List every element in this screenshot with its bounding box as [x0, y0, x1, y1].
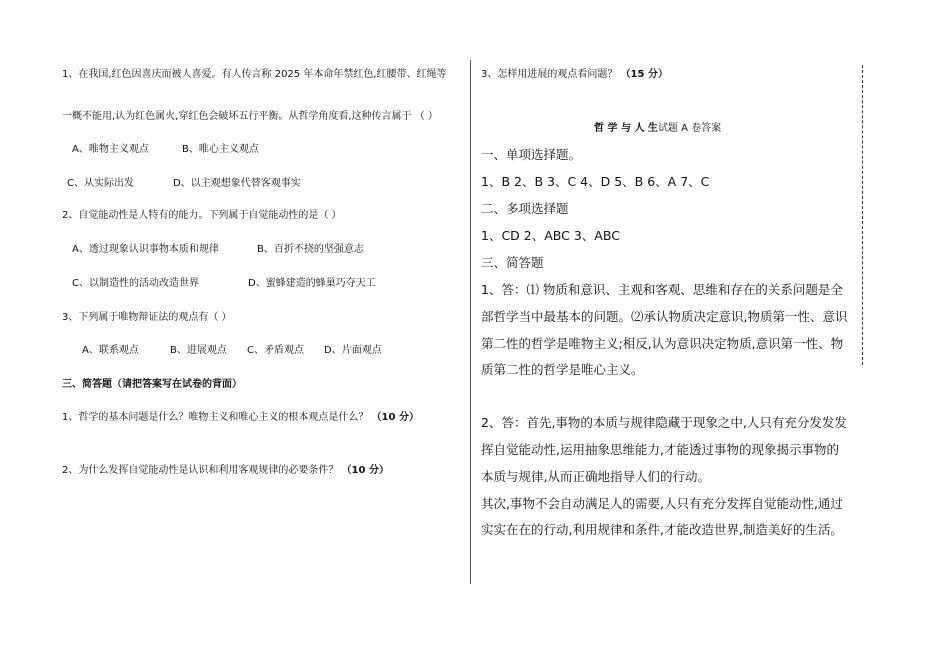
answer-key-title-subject: 哲 学 与 人 生: [594, 123, 658, 134]
q1-option-c: C、从实际出发: [67, 178, 134, 189]
short-answer-q3-score: （15 分）: [620, 69, 668, 80]
single-choice-answers: 1、B 2、B 3、C 4、D 5、B 6、A 7、C: [481, 174, 710, 189]
answer-section-short-answer: 三、简答题: [481, 255, 544, 270]
short-answer-q1-score: （10 分）: [371, 412, 419, 423]
short-answer-q2-text: 2、为什么发挥自觉能动性是认识和利用客观规律的必要条件？: [62, 465, 339, 476]
q2-option-d: D、蜜蜂建造的蜂巢巧夺天工: [248, 278, 376, 289]
q3-option-a: A、联系观点: [82, 345, 139, 356]
q2-stem: 2、自觉能动性是人特有的能力。下列属于自觉能动性的是（ ）: [62, 210, 342, 221]
q3-option-c: C、矛盾观点: [247, 345, 304, 356]
q1-option-a: A、唯物主义观点: [72, 144, 149, 155]
q1-option-b: B、唯心主义观点: [182, 144, 259, 155]
q2-option-a: A、透过现象认识事物本质和规律: [72, 244, 219, 255]
multiple-choice-answers: 1、CD 2、ABC 3、ABC: [481, 228, 620, 243]
section-short-answer-heading: 三、简答题（请把答案写在试卷的背面）: [62, 379, 242, 390]
q1-line1: 1、在我国,红色因喜庆而被人喜爱。有人传言称 2025 年本命年禁红色,红腰带、红绳等: [62, 69, 447, 80]
q1-line2: 一概不能用,认为红色属火,穿红色会破坏五行平衡。从哲学角度看,这种传言属于 （ ）: [62, 111, 438, 122]
answer-key-title-rest: 试题 A 卷答案: [657, 123, 722, 134]
short-answer-q2-score: （10 分）: [341, 465, 389, 476]
q2-option-b: B、百折不挠的坚强意志: [257, 244, 364, 255]
answer-section-single-choice: 一、单项选择题。: [481, 147, 582, 162]
answer1-line4: 质第二性的哲学是唯心主义。: [481, 362, 644, 377]
answer1-line2: 部哲学当中最基本的问题。⑵承认物质决定意识,物质第一性、意识: [481, 309, 848, 324]
q1-option-d: D、以主观想象代替客观事实: [173, 178, 301, 189]
q3-option-b: B、进展观点: [170, 345, 227, 356]
answer-key-title: [594, 122, 721, 135]
answer2-line1: 2、答：首先,事物的本质与规律隐藏于现象之中,人只有充分发发发: [481, 415, 847, 430]
short-answer-q3-text: 3、怎样用进展的观点看问题？: [481, 69, 618, 80]
q2-option-c: C、以制造性的活动改造世界: [72, 278, 199, 289]
answer2-line2: 挥自觉能动性,运用抽象思维能力,才能透过事物的现象揭示事物的: [481, 442, 839, 457]
column-divider: [470, 60, 471, 584]
short-answer-q1: [62, 411, 419, 424]
answer2-line4: 其次,事物不会自动满足人的需要,人只有充分发挥自觉能动性,通过: [481, 496, 843, 511]
answer2-line3: 本质与规律,从而正确地指导人们的行动。: [481, 469, 710, 484]
q3-stem: 3、下列属于唯物辩证法的观点有（ ）: [62, 312, 232, 323]
short-answer-q2: [62, 464, 389, 477]
answer-section-multiple-choice: 二、多项选择题: [481, 201, 569, 216]
answer1-line3: 第二性的哲学是唯物主义;相反,认为意识决定物质,意识第一性、物: [481, 336, 844, 351]
short-answer-q3: [481, 68, 668, 81]
cut-line: [862, 65, 863, 365]
answer1-line1: 1、答：⑴ 物质和意识、主观和客观、思维和存在的关系问题是全: [481, 282, 843, 297]
q3-option-d: D、片面观点: [324, 345, 382, 356]
short-answer-q1-text: 1、哲学的基本问题是什么？唯物主义和唯心主义的根本观点是什么？: [62, 412, 369, 423]
answer2-line5: 实实在在的行动,利用规律和条件,才能改造世界,制造美好的生活。: [481, 522, 843, 537]
